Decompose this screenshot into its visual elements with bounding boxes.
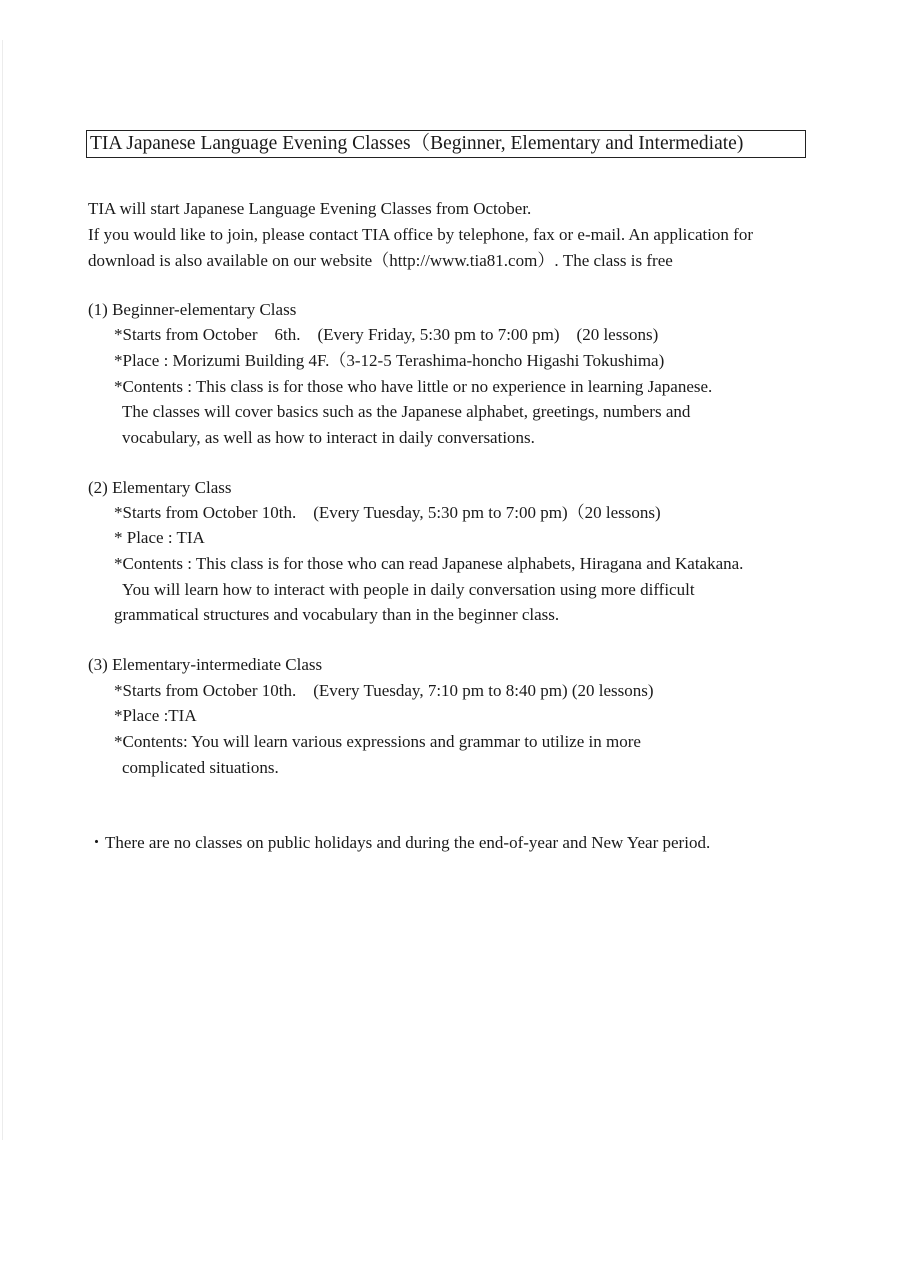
class-1-contents-3: vocabulary, as well as how to interact in daily conversations. — [122, 428, 535, 447]
class-1-place: *Place : Morizumi Building 4F.（3-12-5 Terashima-honcho Higashi Tokushima) — [114, 351, 665, 370]
class-3-contents-2: complicated situations. — [122, 758, 279, 777]
class-3-place: *Place :TIA — [114, 706, 197, 725]
class-1-starts: *Starts from October 6th. (Every Friday, 5:30 pm to 7:00 pm) (20 lessons) — [114, 325, 659, 344]
class-2-contents-3: grammatical structures and vocabulary than in the beginner class. — [114, 605, 560, 624]
class-2-starts: *Starts from October 10th. (Every Tuesday, 5:30 pm to 7:00 pm)（20 lessons) — [114, 503, 661, 522]
class-3-contents-1: *Contents: You will learn various expressions and grammar to utilize in more — [114, 732, 641, 751]
scan-edge-mark — [2, 40, 3, 1140]
class-1-contents-2: The classes will cover basics such as the Japanese alphabet, greetings, numbers and — [122, 402, 691, 421]
intro-line-1: TIA will start Japanese Language Evening Classes from October. — [88, 199, 532, 218]
class-2-contents-2: You will learn how to interact with people in daily conversation using more difficult — [122, 580, 695, 599]
class-1-contents-1: *Contents : This class is for those who have little or no experience in learning Japanese. — [114, 377, 713, 396]
class-3-starts: *Starts from October 10th. (Every Tuesday, 7:10 pm to 8:40 pm) (20 lessons) — [114, 681, 654, 700]
class-3-heading: (3) Elementary-intermediate Class — [88, 655, 323, 674]
class-2-heading: (2) Elementary Class — [88, 478, 232, 497]
intro-line-2: If you would like to join, please contact TIA office by telephone, fax or e-mail. An application for — [88, 225, 754, 244]
document-title: TIA Japanese Language Evening Classes（Beginner, Elementary and Intermediate) — [86, 130, 806, 158]
class-2-place: * Place : TIA — [114, 528, 205, 547]
class-1-heading: (1) Beginner-elementary Class — [88, 300, 297, 319]
class-2-contents-1: *Contents : This class is for those who can read Japanese alphabets, Hiragana and Katakana. — [114, 554, 744, 573]
intro-line-3: download is also available on our website（http://www.tia81.com）. The class is free — [88, 251, 673, 270]
holiday-note: ・There are no classes on public holidays and during the end-of-year and New Year period. — [88, 833, 711, 852]
